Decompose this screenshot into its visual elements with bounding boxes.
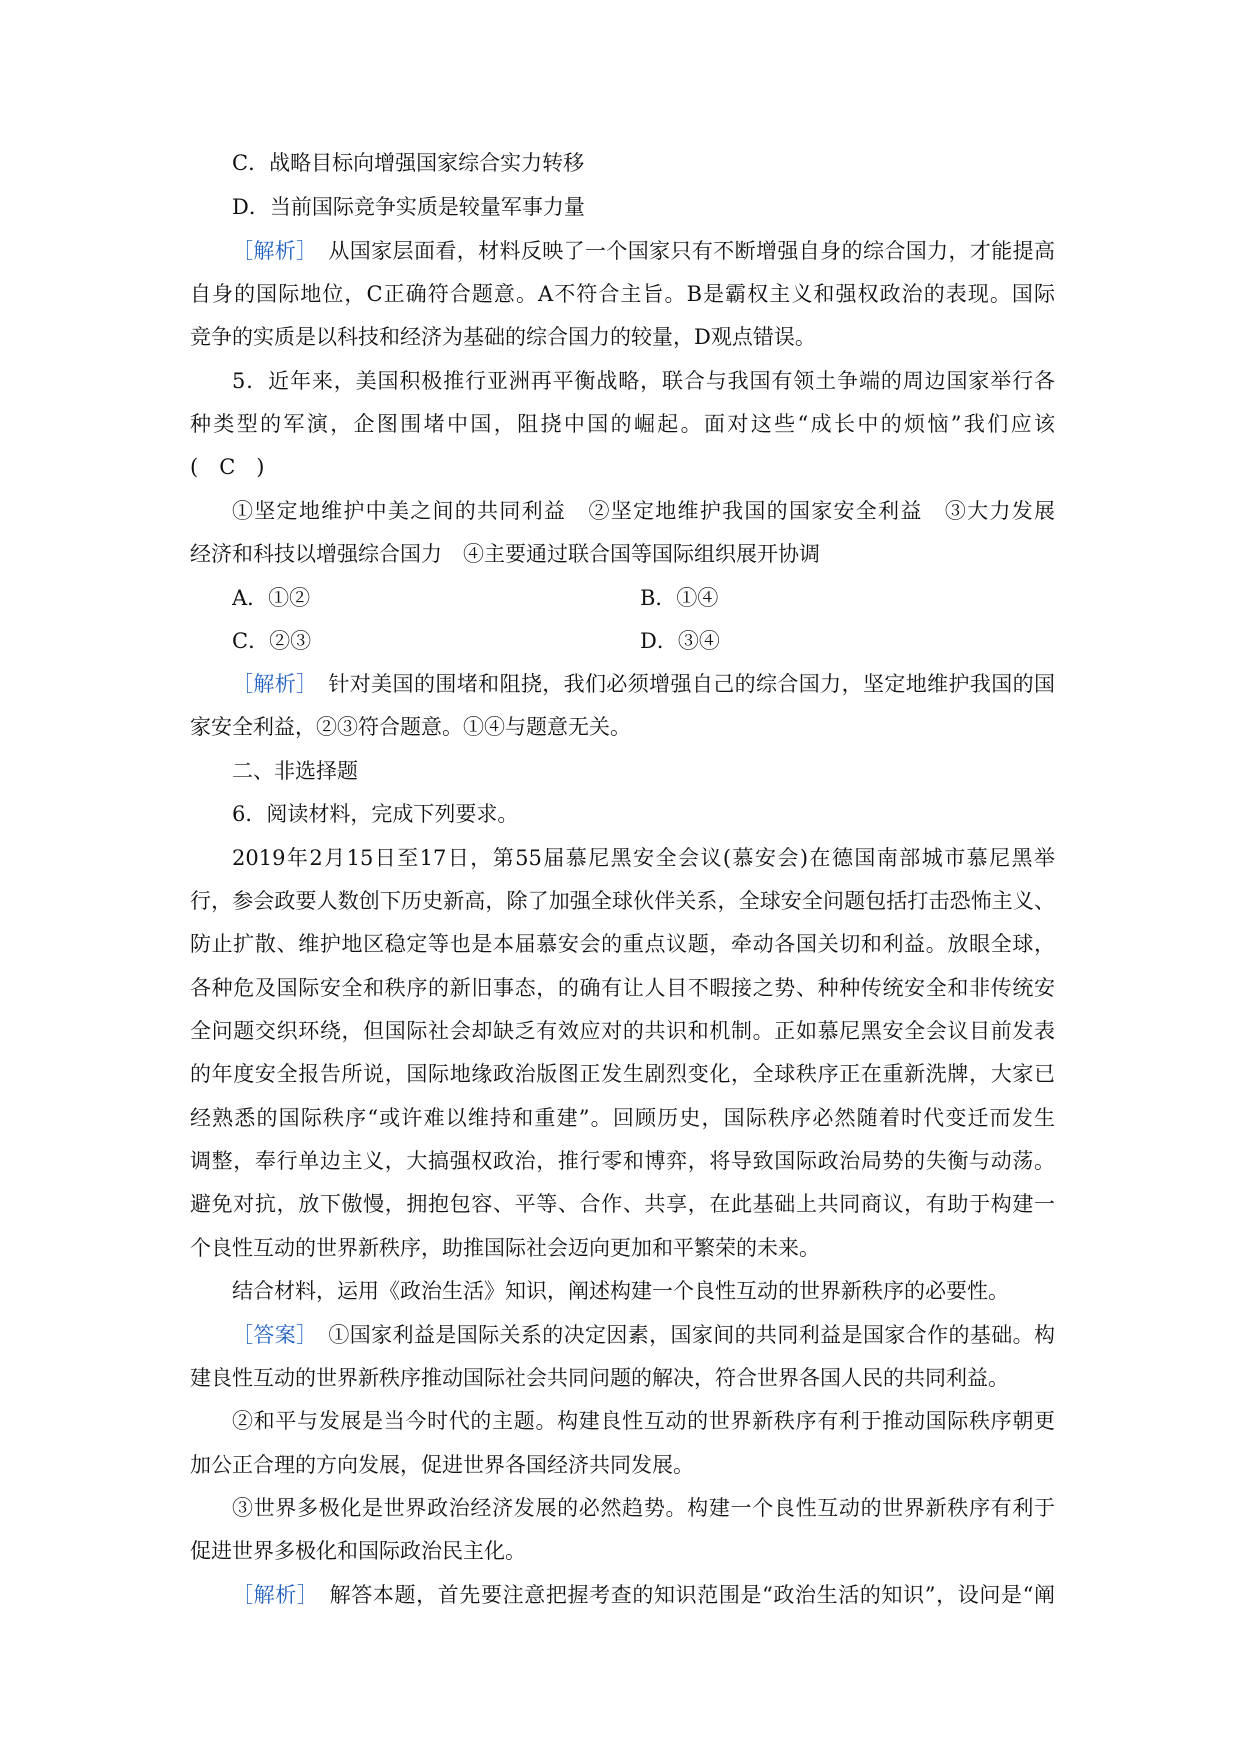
q6-material-line-6: 的年度安全报告所说，国际地缘政治版图正发生剧烈变化，全球秩序正在重新洗牌，大家已	[190, 1062, 1055, 1086]
q6-material-line-3: 防止扩散、维护地区稳定等也是本届慕安会的重点议题，牵动各国关切和利益。放眼全球，	[190, 932, 1055, 956]
q5-stem-line-1: 5．近年来，美国积极推行亚洲再平衡战略，联合与我国有领土争端的周边国家举行各	[232, 369, 1055, 393]
q5-options-row-2	[232, 626, 1055, 656]
analysis-tag: ［解析］	[232, 672, 308, 696]
q4-analysis-line-1: ［解析］ 从国家层面看，材料反映了一个国家只有不断增强自身的综合国力，才能提高	[232, 239, 1055, 263]
q5-option-b: B．①④	[640, 586, 719, 610]
q5-analysis-line-1: ［解析］ 针对美国的围堵和阻挠，我们必须增强自己的综合国力，坚定地维护我国的国	[232, 672, 1055, 696]
q6-material-line-8: 调整，奉行单边主义，大搞强权政治，推行零和博弈，将导致国际政治局势的失衡与动荡。	[190, 1149, 1055, 1173]
q6-answer-2-line-2: 加公正合理的方向发展，促进世界各国经济共同发展。	[190, 1453, 694, 1477]
q5-option-d: D．③④	[640, 629, 720, 653]
q5-stem-line-2: 种类型的军演，企图围堵中国，阻挠中国的崛起。面对这些“成长中的烦恼”我们应该	[190, 412, 1055, 436]
q6-material-line-9: 避免对抗，放下傲慢，拥抱包容、平等、合作、共享，在此基础上共同商议，有助于构建一	[190, 1192, 1055, 1216]
q6-material-line-5: 全问题交织环绕，但国际社会却缺乏有效应对的共识和机制。正如慕尼黑安全会议目前发表	[190, 1019, 1055, 1043]
q6-material-line-2: 行，参会政要人数创下历史新高，除了加强全球伙伴关系，全球安全问题包括打击恐怖主义、	[190, 889, 1055, 913]
q6-task: 结合材料，运用《政治生活》知识，阐述构建一个良性互动的世界新秩序的必要性。	[232, 1279, 1009, 1303]
q6-analysis-line-1: ［解析］ 解答本题，首先要注意把握考查的知识范围是“政治生活的知识”，设问是“阐	[232, 1583, 1055, 1607]
q6-answer-1-line-1: ［答案］ ①国家利益是国际关系的决定因素，国家间的共同利益是国家合作的基础。构	[232, 1323, 1055, 1347]
q4-option-c: C．战略目标向增强国家综合实力转移	[232, 151, 585, 175]
q6-answer-3-line-2: 促进世界多极化和国际政治民主化。	[190, 1539, 526, 1563]
q6-answer-2-line-1: ②和平与发展是当今时代的主题。构建良性互动的世界新秩序有利于推动国际秩序朝更	[232, 1409, 1055, 1433]
q6-material-line-1: 2019年2月15日至17日，第55届慕尼黑安全会议(慕安会)在德国南部城市慕尼黑举	[232, 846, 1055, 870]
analysis-tag: ［解析］	[232, 1583, 308, 1607]
q6-stem: 6．阅读材料，完成下列要求。	[232, 802, 519, 826]
q5-items-line-1: ①坚定地维护中美之间的共同利益 ②坚定地维护我国的国家安全利益 ③大力发展	[232, 499, 1055, 523]
q4-analysis-line-2: 自身的国际地位，C正确符合题意。A不符合主旨。B是霸权主义和强权政治的表现。国际	[190, 282, 1055, 306]
q5-items-line-2: 经济和科技以增强综合国力 ④主要通过联合国等国际组织展开协调	[190, 542, 820, 566]
q5-options-row-1	[232, 583, 1055, 613]
section-heading: 二、非选择题	[232, 759, 358, 783]
q4-analysis-line-3: 竞争的实质是以科技和经济为基础的综合国力的较量，D观点错误。	[190, 325, 816, 349]
q6-answer-1-line-2: 建良性互动的世界新秩序推动国际社会共同问题的解决，符合世界各国人民的共同利益。	[190, 1366, 1009, 1390]
answer-tag: ［答案］	[232, 1323, 308, 1347]
q5-answer-bracket: ( C )	[190, 455, 265, 479]
q5-option-a: A．①②	[232, 586, 311, 610]
analysis-tag: ［解析］	[232, 239, 308, 263]
q6-material-line-10: 个良性互动的世界新秩序，助推国际社会迈向更加和平繁荣的未来。	[190, 1236, 820, 1260]
q6-material-line-4: 各种危及国际安全和秩序的新旧事态，的确有让人目不暇接之势、种种传统安全和非传统安	[190, 976, 1055, 1000]
q5-analysis-line-2: 家安全利益，②③符合题意。①④与题意无关。	[190, 715, 631, 739]
q6-answer-3-line-1: ③世界多极化是世界政治经济发展的必然趋势。构建一个良性互动的世界新秩序有利于	[232, 1496, 1055, 1520]
q4-option-d: D．当前国际竞争实质是较量军事力量	[232, 195, 585, 219]
q5-option-c: C．②③	[232, 629, 312, 653]
q6-material-line-7: 经熟悉的国际秩序“或许难以维持和重建”。回顾历史，国际秩序必然随着时代变迁而发生	[190, 1106, 1055, 1130]
